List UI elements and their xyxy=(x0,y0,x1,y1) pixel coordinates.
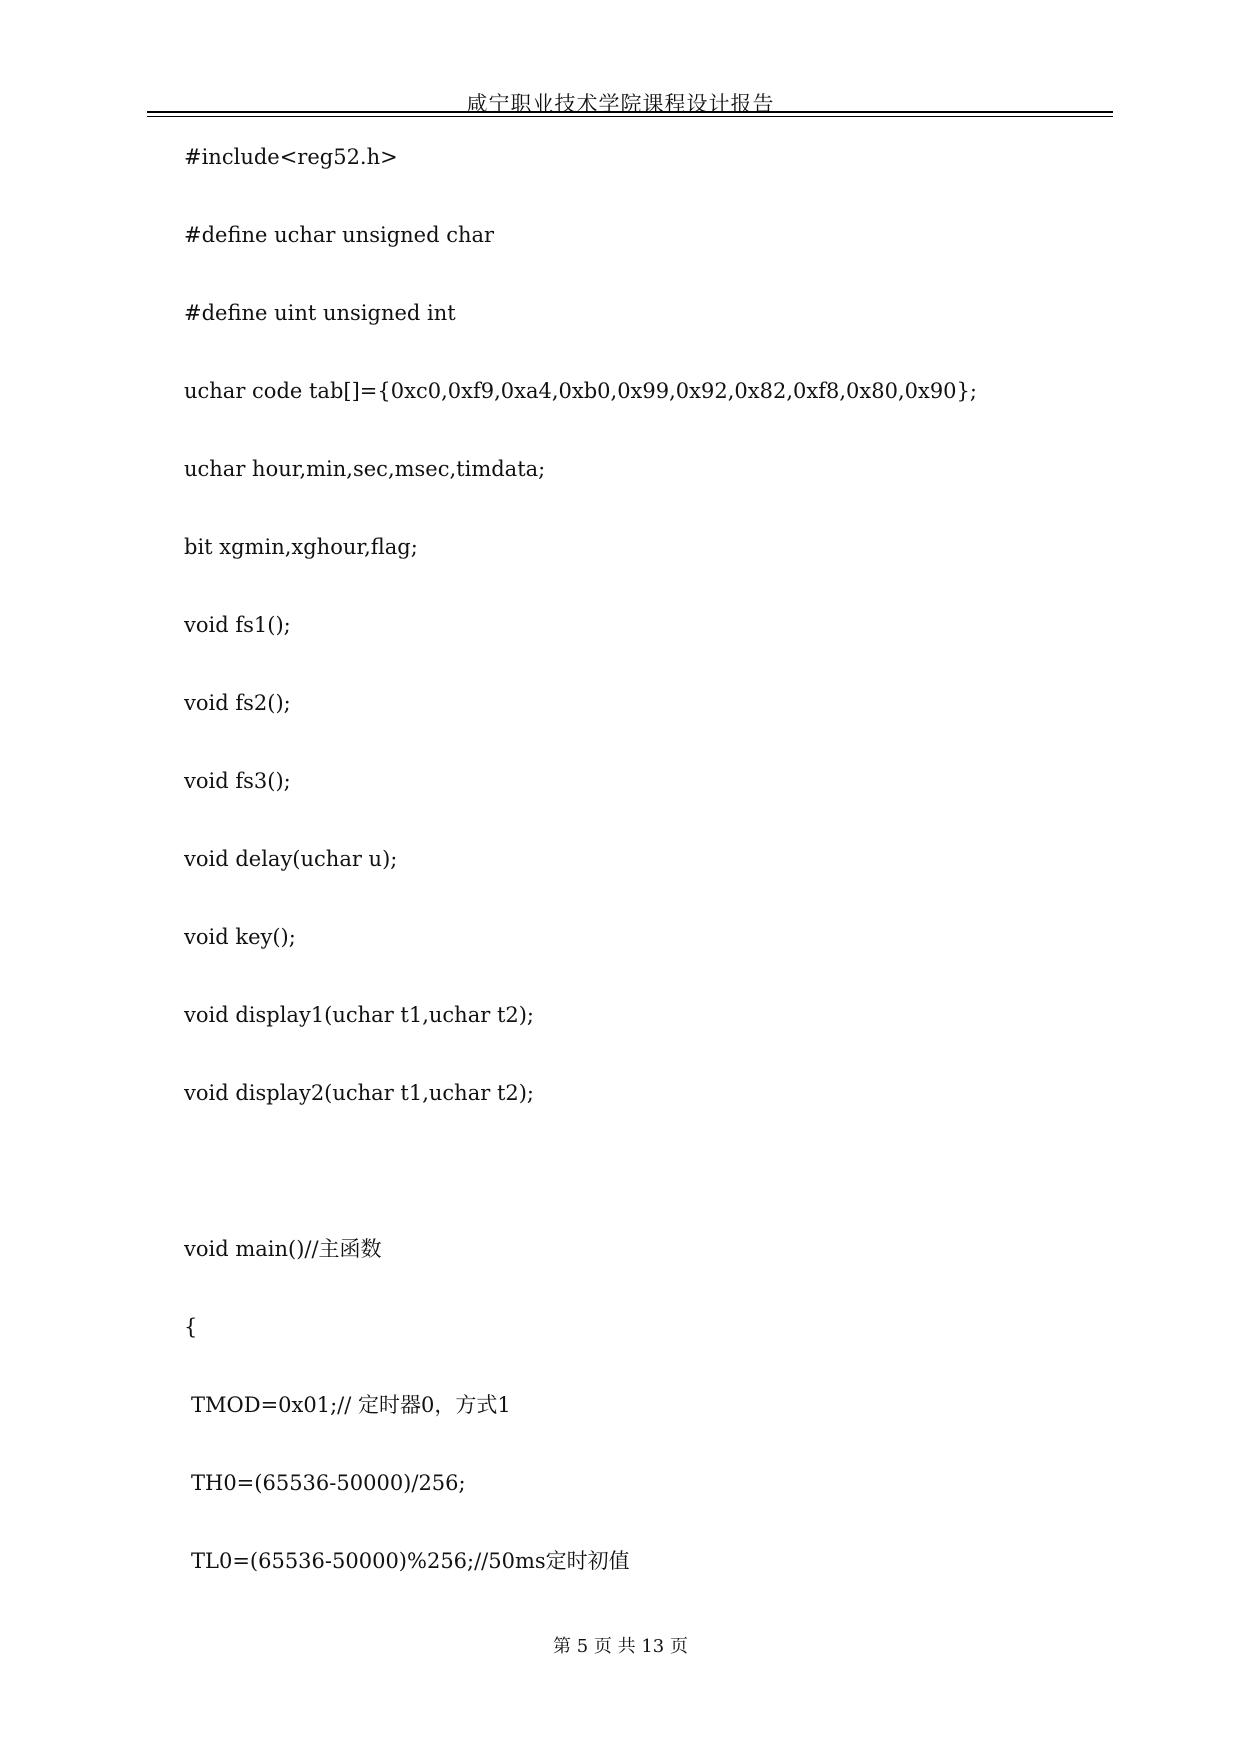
code-line: #define uint unsigned int xyxy=(184,301,456,325)
code-line: void key(); xyxy=(184,925,296,949)
header-rule-thin xyxy=(147,116,1113,117)
code-line: bit xgmin,xghour,flag; xyxy=(184,535,418,559)
code-line: { xyxy=(184,1315,198,1339)
code-listing xyxy=(184,144,977,1626)
report-header-title: 咸宁职业技术学院课程设计报告 xyxy=(466,92,775,116)
code-line: void display1(uchar t1,uchar t2); xyxy=(184,1003,535,1027)
code-line: void fs1(); xyxy=(184,613,291,637)
code-line: void fs2(); xyxy=(184,691,291,715)
page-number-footer: 第 5 页 共 13 页 xyxy=(553,1636,688,1657)
code-line: TH0=(65536-50000)/256; xyxy=(191,1471,466,1495)
code-line: void delay(uchar u); xyxy=(184,847,398,871)
code-line: void main()//主函数 xyxy=(184,1237,382,1261)
code-line: void display2(uchar t1,uchar t2); xyxy=(184,1081,535,1105)
code-line: #include<reg52.h> xyxy=(184,145,398,169)
code-line: TL0=(65536-50000)%256;//50ms定时初值 xyxy=(191,1549,630,1573)
code-line: uchar code tab[]={0xc0,0xf9,0xa4,0xb0,0x99,0x92,0x82,0xf8,0x80,0x90}; xyxy=(184,379,977,403)
code-line: uchar hour,min,sec,msec,timdata; xyxy=(184,457,546,481)
blank-line xyxy=(184,1158,977,1236)
code-line: TMOD=0x01;// 定时器0，方式1 xyxy=(191,1393,511,1417)
header-rule-thick xyxy=(147,111,1113,113)
code-line: #define uchar unsigned char xyxy=(184,223,495,247)
code-line: void fs3(); xyxy=(184,769,291,793)
